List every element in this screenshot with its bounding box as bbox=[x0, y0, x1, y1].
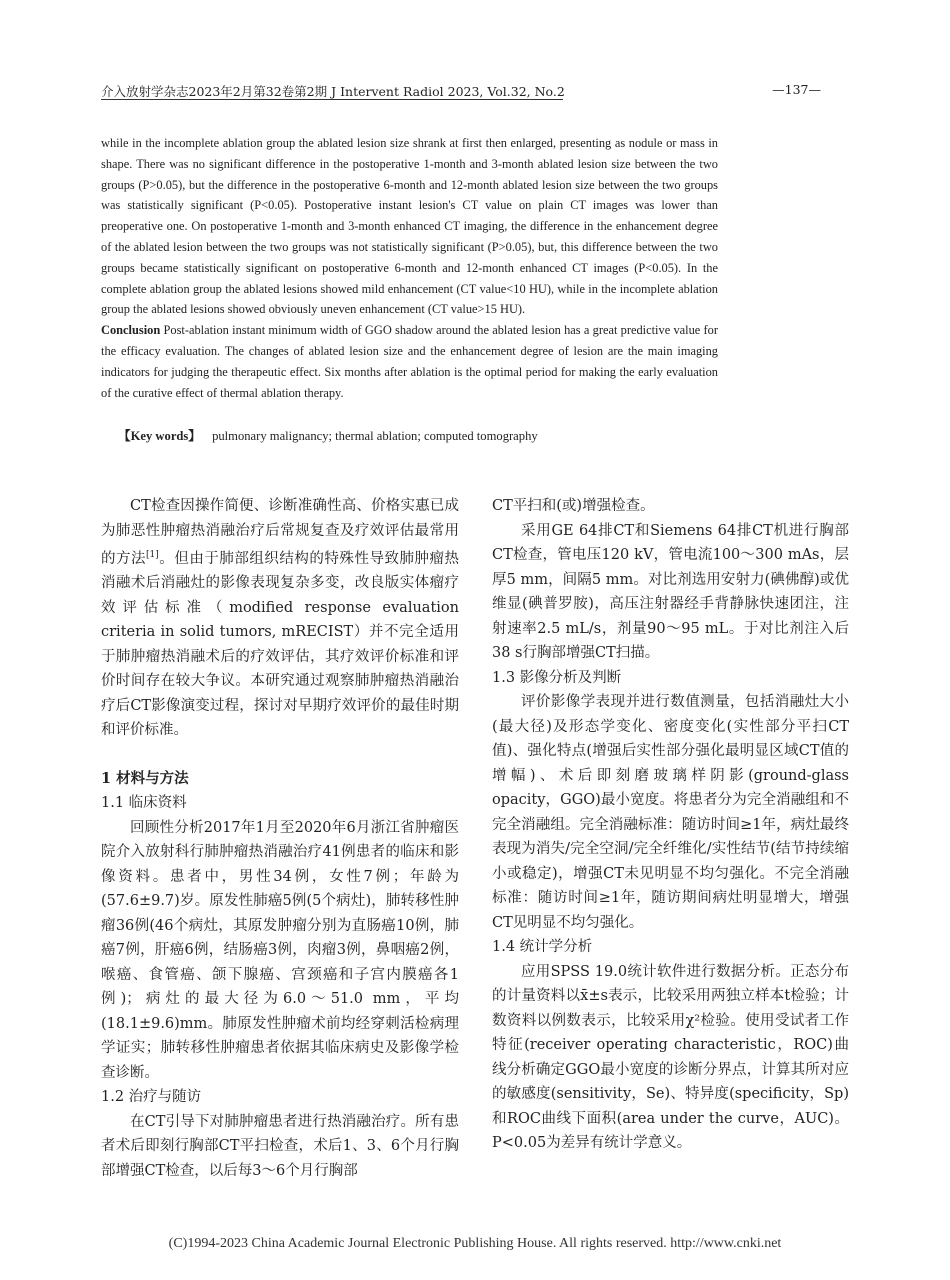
citation-ref: [1] bbox=[146, 550, 159, 560]
english-abstract bbox=[101, 133, 718, 403]
journal-citation: 介入放射学杂志2023年2月第32卷第2期 J Intervent Radiol 2023, Vol.32, No.2 bbox=[101, 84, 565, 99]
imaging-analysis-paragraph: 评价影像学表现并进行数值测量，包括消融灶大小(最大径)及形态学变化、密度变化(实性部分平扫CT值)、强化特点(增强后实性部分强化最明显区域CT值的增幅)、术后即刻磨玻璃样阴影(ground-glass opacity，GGO)最小宽度。将患者分为完全消融组和不完全消融组。完全消融标准：随访时间≥1年，病灶最终表现为消失/完全空洞/完全纤维化/实性结节(结节持续缩小或稳定)，增强CT未见明显不均匀强化。不完全消融标准：随访时间≥1年，随访期间病灶明显增大，增强CT见明显不均匀强化。 bbox=[492, 694, 849, 931]
treatment-paragraph: 在CT引导下对肺肿瘤患者进行热消融治疗。所有患者术后即刻行胸部CT平扫检查，术后1、3、6个月行胸部增强CT检查，以后每3～6个月行胸部 bbox=[101, 1113, 459, 1179]
ct-protocol-paragraph: 采用GE 64排CT和Siemens 64排CT机进行胸部CT检查，管电压120 kV，管电流100～300 mAs，层厚5 mm，间隔5 mm。对比剂选用安射力(碘佛醇)或优维显(碘普罗胺)，高压注射器经手背静脉快速团注，注射速率2.5 mL/s，剂量90～95 mL。于对比剂注入后38 s行胸部增强CT扫描。 bbox=[492, 522, 849, 661]
abstract-results-text: while in the incomplete ablation group the ablated lesion size shrank at first then enlarged, presenting as nodule or mass in shape. There was no significant difference in the postoperative 1-month and 3-month ablated lesion size between the two groups (P>0.05), but the difference in the postoperative 6-month and 12-month ablated lesion size between the two groups was statistically significant (P<0.05). Postoperative instant lesion's CT value on plain CT images was lower than preoperative one. On postoperative 1-month and 3-month enhanced CT imaging, the difference in the enhancement degree of the ablated lesion between the two groups was not statistically significant (P>0.05), but, this difference between the two groups became statistically significant on postoperative 6-month and 12-month enhanced CT images (P<0.05). In the complete ablation group the ablated lesions showed mild enhancement (CT value<10 HU), while in the incomplete ablation group the ablated lesions showed obviously uneven enhancement (CT value>15 HU). bbox=[101, 136, 718, 317]
section-heading-1: 1 材料与方法 bbox=[101, 769, 189, 787]
intro-text-a: CT检查因操作简便、诊断准确性高、价格实惠已成为肺恶性肿瘤热消融治疗后常规复查及疗效评估最常用的方法 bbox=[101, 498, 459, 567]
conclusion-label: Conclusion bbox=[101, 323, 161, 338]
clinical-data-paragraph: 回顾性分析2017年1月至2020年6月浙江省肿瘤医院介入放射科行肺肿瘤热消融治疗41例患者的临床和影像资料。患者中，男性34例，女性7例；年龄为(57.6±9.7)岁。原发性肺癌5例(5个病灶)，肺转移性肿瘤36例(46个病灶，其原发肿瘤分别为直肠癌10例，肺癌7例，肝癌6例，结肠癌3例，肉瘤3例，鼻咽癌2例，喉癌、食管癌、颌下腺癌、宫颈癌和子宫内膜癌各1例)；病灶的最大径为6.0～51.0 mm，平均(18.1±9.6)mm。肺原发性肿瘤术前均经穿刺活检病理学证实；肺转移性肿瘤患者依据其临床病史及影像学检查诊断。 bbox=[101, 819, 459, 1081]
right-column bbox=[492, 494, 849, 1156]
keywords bbox=[118, 425, 538, 444]
running-header bbox=[101, 82, 821, 102]
conclusion-text: Post-ablation instant minimum width of GGO shadow around the ablated lesion has a great predictive value for the efficacy evaluation. The changes of ablated lesion size and the enhancement degree of lesion are the main imaging indicators for judging the therapeutic effect. Six months after ablation is the optimal period for making the early evaluation of the curative effect of thermal ablation therapy. bbox=[101, 323, 718, 400]
statistics-paragraph: 应用SPSS 19.0统计软件进行数据分析。正态分布的计量资料以x̄±s表示，比较采用两独立样本t检验；计数资料以例数表示，比较采用χ²检验。使用受试者工作特征(receiver operating characteristic，ROC)曲线分析确定GGO最小宽度的诊断分界点，计算其所对应的敏感度(sensitivity，Se)、特异度(specificity，Sp)和ROC曲线下面积(area under the curve，AUC)。P<0.05为差异有统计学意义。 bbox=[492, 963, 849, 1151]
section-heading-1-3: 1.3 影像分析及判断 bbox=[492, 669, 622, 686]
intro-paragraph bbox=[101, 494, 459, 743]
left-column bbox=[101, 494, 459, 1183]
keywords-text: pulmonary malignancy; thermal ablation; computed tomography bbox=[212, 429, 538, 443]
page-number: —137— bbox=[772, 82, 821, 97]
section-heading-1-4: 1.4 统计学分析 bbox=[492, 939, 593, 955]
copyright-footer: (C)1994-2023 China Academic Journal Electronic Publishing House. All rights reserved. http://www.cnki.net bbox=[168, 1236, 782, 1251]
abstract-conclusion bbox=[101, 320, 718, 403]
header-rule bbox=[101, 99, 563, 100]
intro-text-b: 。但由于肺部组织结构的特殊性导致肺肿瘤热消融术后消融灶的影像表现复杂多变，改良版实体瘤疗效评估标准（modified response evaluation criteria in solid tumors, mRECIST）并不完全适用于肺肿瘤热消融术后的疗效评估，其疗效评价标准和评价时间存在较大争议。本研究通过观察肺肿瘤热消融治疗后CT影像演变过程，探讨对早期疗效评价的最佳时期和评价标准。 bbox=[101, 550, 460, 739]
keywords-label: 【Key words】 bbox=[118, 429, 201, 443]
section-heading-1-1: 1.1 临床资料 bbox=[101, 795, 187, 812]
treatment-paragraph-cont: CT平扫和(或)增强检查。 bbox=[492, 498, 655, 514]
section-heading-1-2: 1.2 治疗与随访 bbox=[101, 1089, 202, 1106]
